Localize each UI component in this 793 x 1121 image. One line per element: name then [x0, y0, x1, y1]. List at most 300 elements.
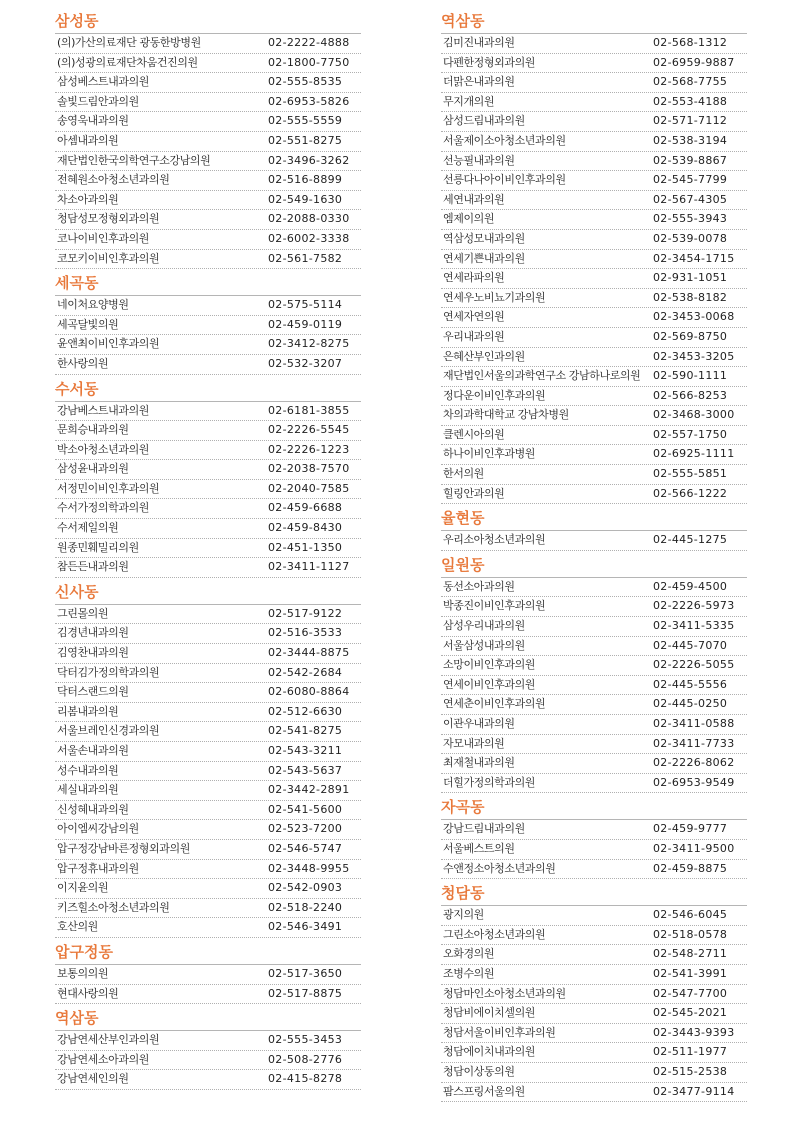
clinic-row	[441, 985, 747, 1005]
clinic-name: 수앤정소아청소년과의원	[443, 861, 556, 875]
clinic-name: 연세라파의원	[443, 271, 505, 285]
clinic-phone: 02-545-2021	[653, 1006, 728, 1020]
clinic-name: 김경년내과의원	[57, 626, 129, 640]
clinic-name: 이지윤의원	[57, 881, 109, 895]
clinic-phone: 02-546-3491	[268, 920, 343, 934]
clinic-phone: 02-555-8535	[268, 75, 343, 89]
clinic-name: 서울베스트의원	[443, 841, 515, 855]
clinic-row	[441, 308, 747, 328]
clinic-row	[441, 269, 747, 289]
clinic-row	[441, 328, 747, 348]
clinic-phone: 02-569-8750	[653, 329, 728, 343]
clinic-row	[55, 93, 361, 113]
clinic-name: 하나이비인후과병원	[443, 447, 536, 461]
clinic-phone: 02-549-1630	[268, 192, 343, 206]
clinic-row	[441, 1004, 747, 1024]
clinic-row	[55, 605, 361, 625]
clinic-row	[441, 820, 747, 840]
clinic-phone: 02-2222-4888	[268, 36, 350, 49]
clinic-phone: 02-538-3194	[653, 133, 728, 147]
right-column	[441, 10, 747, 1102]
clinic-phone: 02-523-7200	[268, 822, 343, 836]
clinic-row	[55, 801, 361, 821]
clinic-name: 닥터김가정의학과의원	[57, 665, 160, 679]
clinic-row	[441, 945, 747, 965]
clinic-row	[441, 465, 747, 485]
clinic-name: 소망이비인후과의원	[443, 658, 536, 672]
clinic-name: 광지의원	[443, 908, 484, 922]
clinic-phone: 02-445-7070	[653, 638, 728, 652]
clinic-name: 수서제일의원	[57, 521, 119, 535]
clinic-name: 선능필내과의원	[443, 153, 515, 167]
clinic-phone: 02-553-4188	[653, 94, 728, 108]
clinic-row	[441, 112, 747, 132]
clinic-name: 송영욱내과의원	[57, 114, 129, 128]
clinic-phone: 02-547-7700	[653, 986, 728, 1000]
clinic-name: 연세춘이비인후과의원	[443, 697, 546, 711]
clinic-row	[441, 965, 747, 985]
clinic-name: 더맑은내과의원	[443, 75, 515, 89]
clinic-phone: 02-3453-0068	[653, 310, 735, 324]
clinic-phone: 02-546-6045	[653, 908, 728, 922]
clinic-row	[441, 152, 747, 172]
clinic-row	[441, 578, 747, 598]
clinic-phone: 02-2226-5973	[653, 599, 735, 613]
clinic-name: 강남연세인의원	[57, 1072, 129, 1086]
clinic-phone: 02-2226-5545	[268, 423, 350, 437]
clinic-row	[441, 860, 747, 880]
clinic-name: 청담비에이치셀의원	[443, 1006, 536, 1020]
clinic-row	[55, 899, 361, 919]
clinic-phone: 02-546-5747	[268, 841, 343, 855]
clinic-name: 정다운이비인후과의원	[443, 388, 546, 402]
district-heading: 자곡동	[441, 796, 747, 820]
clinic-phone: 02-2040-7585	[268, 481, 350, 495]
clinic-name: 은혜산부인과의원	[443, 349, 525, 363]
clinic-name: 윤앤최이비인후과의원	[57, 337, 160, 351]
clinic-phone: 02-575-5114	[268, 298, 343, 312]
clinic-row	[441, 1024, 747, 1044]
clinic-name: 연세이비인후과의원	[443, 677, 536, 691]
clinic-phone: 02-3477-9114	[653, 1084, 735, 1098]
clinic-phone: 02-2038-7570	[268, 462, 350, 476]
clinic-name: 연세자연의원	[443, 310, 505, 324]
clinic-phone: 02-2226-1223	[268, 442, 350, 456]
clinic-name: 더힐가정의학과의원	[443, 775, 536, 789]
clinic-row	[55, 460, 361, 480]
clinic-row	[441, 387, 747, 407]
clinic-phone: 02-555-3453	[268, 1033, 343, 1047]
clinic-row	[441, 840, 747, 860]
clinic-row	[441, 289, 747, 309]
clinic-name: 한서의원	[443, 467, 484, 481]
clinic-row	[441, 132, 747, 152]
clinic-row	[441, 406, 747, 426]
clinic-name: 참든든내과의원	[57, 560, 129, 574]
clinic-name: 서울삼성내과의원	[443, 638, 525, 652]
clinic-row	[55, 210, 361, 230]
clinic-row	[55, 355, 361, 375]
left-column	[55, 10, 361, 1090]
clinic-row	[441, 531, 747, 551]
clinic-row	[55, 421, 361, 441]
clinic-row	[55, 316, 361, 336]
clinic-name: 세곡달빛의원	[57, 317, 119, 331]
clinic-phone: 02-6959-9887	[653, 55, 735, 69]
district-heading: 세곡동	[55, 272, 361, 296]
clinic-phone: 02-571-7112	[653, 114, 728, 128]
clinic-phone: 02-543-3211	[268, 744, 343, 757]
clinic-phone: 02-3454-1715	[653, 251, 735, 265]
clinic-phone: 02-541-5600	[268, 802, 343, 816]
clinic-phone: 02-451-1350	[268, 540, 343, 554]
clinic-phone: 02-6080-8864	[268, 685, 350, 699]
clinic-name: 청담마인소아청소년과의원	[443, 986, 566, 1000]
clinic-name: 그린소아청소년과의원	[443, 927, 546, 941]
clinic-row	[55, 624, 361, 644]
clinic-name: (의)성광의료재단차움건진의원	[57, 55, 198, 69]
clinic-row	[441, 735, 747, 755]
district-heading: 삼성동	[55, 10, 361, 34]
clinic-row	[55, 1031, 361, 1051]
clinic-row	[55, 762, 361, 782]
clinic-name: 재단법인서울의과학연구소 강남하나로의원	[443, 369, 641, 383]
clinic-row	[441, 485, 747, 505]
clinic-row	[55, 230, 361, 250]
clinic-name: 호산의원	[57, 920, 98, 934]
clinic-phone: 02-1800-7750	[268, 55, 350, 69]
clinic-phone: 02-566-8253	[653, 388, 728, 402]
clinic-row	[55, 985, 361, 1005]
clinic-phone: 02-445-0250	[653, 697, 728, 711]
clinic-phone: 02-3411-0588	[653, 717, 735, 730]
clinic-phone: 02-518-2240	[268, 900, 343, 914]
clinic-phone: 02-557-1750	[653, 427, 728, 441]
clinic-phone: 02-542-2684	[268, 665, 343, 679]
clinic-row	[441, 715, 747, 735]
clinic-phone: 02-551-8275	[268, 133, 343, 147]
clinic-row	[55, 112, 361, 132]
clinic-phone: 02-3411-1127	[268, 560, 350, 574]
clinic-phone: 02-459-4500	[653, 579, 728, 593]
clinic-phone: 02-561-7582	[268, 251, 343, 265]
clinic-phone: 02-516-8899	[268, 173, 343, 187]
clinic-phone: 02-459-8430	[268, 521, 343, 535]
clinic-phone: 02-6925-1111	[653, 447, 735, 461]
clinic-name: 김영찬내과의원	[57, 646, 129, 660]
clinic-phone: 02-3496-3262	[268, 153, 350, 167]
clinic-phone: 02-539-0078	[653, 231, 728, 245]
clinic-phone: 02-511-1977	[653, 1045, 728, 1059]
clinic-name: (의)가산의료재단 광동한방병원	[57, 36, 201, 49]
clinic-row	[441, 73, 747, 93]
clinic-name: 최재철내과의원	[443, 756, 515, 770]
clinic-phone: 02-6181-3855	[268, 403, 350, 417]
clinic-phone: 02-518-0578	[653, 927, 728, 941]
clinic-phone: 02-548-2711	[653, 947, 728, 961]
clinic-name: 청담서울이비인후과의원	[443, 1025, 556, 1039]
clinic-row	[55, 519, 361, 539]
district-heading: 신사동	[55, 581, 361, 605]
clinic-phone: 02-3443-9393	[653, 1025, 735, 1039]
clinic-row	[55, 781, 361, 801]
clinic-phone: 02-566-1222	[653, 486, 728, 500]
clinic-name: 엠제이의원	[443, 212, 495, 226]
clinic-name: 성수내과의원	[57, 763, 119, 777]
clinic-name: 강남연세소아과의원	[57, 1052, 150, 1066]
clinic-row	[55, 539, 361, 559]
clinic-phone: 02-539-8867	[653, 153, 728, 167]
clinic-row	[55, 171, 361, 191]
clinic-phone: 02-3468-3000	[653, 408, 735, 422]
clinic-name: 연세우노비뇨기과의원	[443, 290, 546, 304]
clinic-name: 자모내과의원	[443, 736, 505, 750]
clinic-name: 청담성모정형외과의원	[57, 212, 160, 226]
clinic-row	[441, 191, 747, 211]
clinic-row	[441, 210, 747, 230]
clinic-name: 현대사랑의원	[57, 986, 119, 1000]
clinic-row	[441, 754, 747, 774]
clinic-phone: 02-3411-9500	[653, 841, 735, 855]
clinic-row	[441, 1083, 747, 1103]
clinic-name: 강남베스트내과의원	[57, 403, 150, 417]
clinic-name: 재단법인한국의학연구소강남의원	[57, 153, 211, 167]
clinic-name: 선릉다나아이비인후과의원	[443, 173, 566, 187]
clinic-name: 보통의의원	[57, 966, 109, 980]
clinic-name: 조병수의원	[443, 966, 495, 980]
clinic-row	[441, 695, 747, 715]
clinic-name: 클렌시아의원	[443, 427, 505, 441]
clinic-name: 코나이비인후과의원	[57, 231, 150, 245]
clinic-name: 압구정휴내과의원	[57, 861, 139, 875]
clinic-row	[55, 879, 361, 899]
clinic-phone: 02-6002-3338	[268, 231, 350, 245]
clinic-name: 리봄내과의원	[57, 704, 119, 718]
clinic-row	[441, 1043, 747, 1063]
clinic-name: 문희승내과의원	[57, 423, 129, 437]
clinic-phone: 02-590-1111	[653, 369, 728, 383]
clinic-name: 강남드림내과의원	[443, 822, 525, 836]
clinic-row	[441, 93, 747, 113]
clinic-row	[55, 152, 361, 172]
clinic-row	[441, 1063, 747, 1083]
clinic-phone: 02-3448-9955	[268, 861, 350, 875]
clinic-row	[441, 348, 747, 368]
clinic-row	[55, 54, 361, 74]
clinic-name: 박종진이비인후과의원	[443, 599, 546, 613]
clinic-phone: 02-541-3991	[653, 966, 728, 980]
clinic-phone: 02-2088-0330	[268, 212, 350, 226]
clinic-name: 원종민훼밀리의원	[57, 540, 139, 554]
clinic-row	[441, 676, 747, 696]
clinic-row	[55, 664, 361, 684]
clinic-row	[55, 742, 361, 762]
clinic-name: 청담에이치내과의원	[443, 1045, 536, 1059]
clinic-row	[441, 656, 747, 676]
clinic-phone: 02-568-7755	[653, 75, 728, 89]
clinic-row	[441, 250, 747, 270]
clinic-name: 전혜원소아청소년과의원	[57, 173, 170, 187]
clinic-row	[441, 34, 747, 54]
clinic-name: 힐링안과의원	[443, 486, 505, 500]
clinic-phone: 02-508-2776	[268, 1052, 343, 1066]
clinic-row	[441, 367, 747, 387]
clinic-phone: 02-3412-8275	[268, 337, 350, 351]
clinic-name: 네이처요양병원	[57, 298, 129, 312]
clinic-row	[55, 191, 361, 211]
clinic-phone: 02-516-3533	[268, 626, 343, 640]
clinic-phone: 02-931-1051	[653, 271, 728, 285]
clinic-name: 수서가정의학과의원	[57, 501, 150, 515]
clinic-name: 팜스프링서울의원	[443, 1084, 525, 1098]
clinic-row	[55, 250, 361, 270]
district-heading: 일원동	[441, 554, 747, 578]
clinic-name: 코모키이비인후과의원	[57, 251, 160, 265]
clinic-phone: 02-555-3943	[653, 212, 728, 226]
clinic-phone: 02-555-5559	[268, 114, 343, 128]
clinic-row	[55, 860, 361, 880]
clinic-row	[441, 171, 747, 191]
clinic-phone: 02-3411-5335	[653, 619, 735, 633]
clinic-row	[55, 296, 361, 316]
clinic-name: 차소아과의원	[57, 192, 119, 206]
clinic-phone: 02-517-9122	[268, 606, 343, 620]
clinic-name: 강남연세산부인과의원	[57, 1033, 160, 1047]
clinic-name: 키즈힐소아청소년과의원	[57, 900, 170, 914]
clinic-row	[55, 34, 361, 54]
clinic-phone: 02-3453-3205	[653, 349, 735, 363]
clinic-phone: 02-567-4305	[653, 192, 728, 206]
clinic-name: 청담이상동의원	[443, 1064, 515, 1078]
clinic-name: 우리소아청소년과의원	[443, 533, 546, 547]
clinic-phone: 02-6953-9549	[653, 775, 735, 789]
clinic-row	[55, 918, 361, 938]
clinic-phone: 02-538-8182	[653, 290, 728, 304]
clinic-row	[55, 441, 361, 461]
clinic-name: 삼성윤내과의원	[57, 462, 129, 476]
clinic-row	[55, 499, 361, 519]
clinic-name: 오화경의원	[443, 947, 495, 961]
clinic-row	[55, 820, 361, 840]
clinic-row	[55, 558, 361, 578]
district-heading: 율현동	[441, 507, 747, 531]
clinic-row	[55, 644, 361, 664]
clinic-phone: 02-459-6688	[268, 501, 343, 515]
clinic-phone: 02-541-8275	[268, 724, 343, 738]
clinic-row	[55, 965, 361, 985]
clinic-row	[441, 774, 747, 794]
clinic-name: 서울브레인신경과의원	[57, 724, 160, 738]
clinic-row	[441, 426, 747, 446]
clinic-row	[55, 1051, 361, 1071]
clinic-name: 차의과학대학교 강남차병원	[443, 408, 569, 422]
clinic-phone: 02-459-8875	[653, 861, 728, 875]
clinic-phone: 02-517-3650	[268, 966, 343, 980]
clinic-phone: 02-445-5556	[653, 677, 728, 691]
clinic-name: 닥터스랜드의원	[57, 685, 129, 699]
district-heading: 청담동	[441, 882, 747, 906]
clinic-row	[441, 445, 747, 465]
clinic-phone: 02-2226-8062	[653, 756, 735, 770]
clinic-row	[441, 617, 747, 637]
clinic-phone: 02-445-1275	[653, 533, 728, 547]
clinic-row	[55, 1070, 361, 1090]
clinic-phone: 02-515-2538	[653, 1064, 728, 1078]
clinic-name: 김미진내과의원	[443, 36, 515, 49]
clinic-row	[441, 637, 747, 657]
clinic-phone: 02-542-0903	[268, 881, 343, 895]
clinic-name: 연세기쁜내과의원	[443, 251, 525, 265]
clinic-name: 아이엠씨강남의원	[57, 822, 139, 836]
clinic-phone: 02-459-9777	[653, 822, 728, 836]
district-heading: 역삼동	[55, 1007, 361, 1031]
clinic-row	[441, 926, 747, 946]
clinic-phone: 02-3444-8875	[268, 646, 350, 660]
clinic-name: 세실내과의원	[57, 783, 119, 797]
clinic-name: 이관우내과의원	[443, 717, 515, 730]
district-heading: 역삼동	[441, 10, 747, 34]
clinic-name: 역삼성모내과의원	[443, 231, 525, 245]
clinic-name: 동선소아과의원	[443, 579, 515, 593]
clinic-name: 서정민이비인후과의원	[57, 481, 160, 495]
clinic-row	[441, 54, 747, 74]
clinic-name: 솔빛드림안과의원	[57, 94, 139, 108]
clinic-phone: 02-545-7799	[653, 173, 728, 187]
clinic-name: 삼성드림내과의원	[443, 114, 525, 128]
clinic-name: 한사랑의원	[57, 356, 109, 370]
clinic-name: 우리내과의원	[443, 329, 505, 343]
clinic-row	[441, 906, 747, 926]
clinic-phone: 02-459-0119	[268, 317, 343, 331]
clinic-phone: 02-2226-5055	[653, 658, 735, 672]
clinic-name: 신성혜내과의원	[57, 802, 129, 816]
clinic-phone: 02-512-6630	[268, 704, 343, 718]
clinic-row	[55, 402, 361, 422]
clinic-row	[441, 597, 747, 617]
clinic-phone: 02-555-5851	[653, 467, 728, 481]
clinic-name: 아셈내과의원	[57, 133, 119, 147]
clinic-row	[55, 132, 361, 152]
clinic-name: 무지개의원	[443, 94, 495, 108]
clinic-name: 삼성베스트내과의원	[57, 75, 150, 89]
clinic-phone: 02-3442-2891	[268, 783, 350, 797]
clinic-name: 그린몰의원	[57, 606, 109, 620]
clinic-row	[55, 840, 361, 860]
clinic-phone: 02-517-8875	[268, 986, 343, 1000]
clinic-phone: 02-532-3207	[268, 356, 343, 370]
clinic-name: 서울손내과의원	[57, 744, 129, 757]
clinic-phone: 02-568-1312	[653, 36, 728, 49]
clinic-name: 세연내과의원	[443, 192, 505, 206]
clinic-phone: 02-6953-5826	[268, 94, 350, 108]
clinic-row	[55, 480, 361, 500]
clinic-row	[55, 73, 361, 93]
clinic-row	[55, 722, 361, 742]
clinic-name: 박소아청소년과의원	[57, 442, 150, 456]
clinic-name: 압구정강남바른정형외과의원	[57, 841, 190, 855]
clinic-name: 서울제이소아청소년과의원	[443, 133, 566, 147]
clinic-phone: 02-415-8278	[268, 1072, 343, 1086]
clinic-row	[441, 230, 747, 250]
clinic-phone: 02-3411-7733	[653, 736, 735, 750]
clinic-row	[55, 703, 361, 723]
clinic-name: 다펜한정형외과의원	[443, 55, 536, 69]
clinic-phone: 02-543-5637	[268, 763, 343, 777]
clinic-row	[55, 683, 361, 703]
clinic-name: 삼성우리내과의원	[443, 619, 525, 633]
district-heading: 수서동	[55, 378, 361, 402]
clinic-row	[55, 335, 361, 355]
